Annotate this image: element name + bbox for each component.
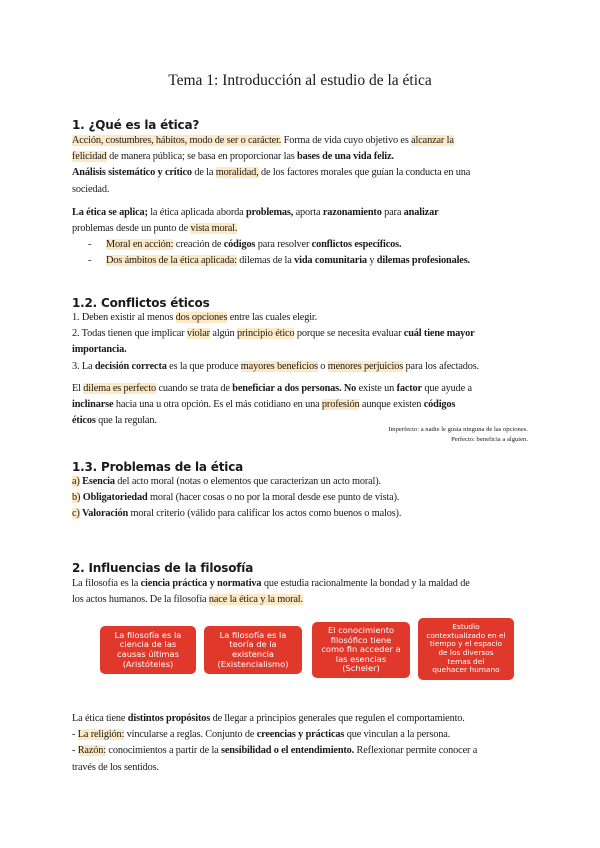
note-imperfecto: Imperfecto: a nadie le gusta ninguna de las opciones.	[388, 426, 528, 433]
list-problemas	[72, 474, 527, 523]
paragraph-definicion: Acción, costumbres, hábitos, modo de ser o carácter. Forma de vida cuyo objetivo es alcanzar la felicidad de manera pública; se basa en proporcionar las bases de una vida feliz. Análisis sistemático y crítico de la moralidad, de los factores morales que guían la conducta en una sociedad.	[72, 135, 471, 195]
heading-que-es-etica: 1. ¿Qué es la ética?	[72, 118, 200, 132]
definition-card-contextualizado: Estudio contextualizado en el tiempo y el espacio de los diversos temas del quehacer humano	[418, 618, 514, 680]
paragraph-etica-aplicada: La ética se aplica; la ética aplicada aborda problemas, aporta razonamiento para analizar problemas desde un punto de vista moral.	[72, 207, 439, 235]
heading-conflictos-eticos: 1.2. Conflictos éticos	[72, 296, 210, 310]
problema-a: a) Esencia del acto moral (notas o elementos que caracterizan un acto moral).	[72, 476, 381, 487]
document-title: Tema 1: Introducción al estudio de la ética	[168, 72, 432, 89]
heading-problemas-etica: 1.3. Problemas de la ética	[72, 460, 244, 474]
paragraph-filosofia: La filosofía es la ciencia práctica y normativa que estudia racionalmente la bondad y la maldad de los actos humanos. De la filosofía nace la ética y la moral.	[72, 578, 470, 606]
heading-influencias-filosofia: 2. Influencias de la filosofía	[72, 561, 254, 575]
side-note	[388, 425, 528, 444]
definition-card-existencialismo: La filosofía es la teoría de la existencia (Existencialismo)	[204, 626, 302, 674]
paragraph-propositos: La ética tiene distintos propósitos de llegar a principios generales que regulen el comportamiento. - La religión: vincularse a reglas. Conjunto de creencias y prácticas que vinculan a la persona. - Razón: conocimientos a partir de la sensibilidad o el entendimiento. Reflexionar permite conocer a través de los sentidos.	[72, 713, 478, 773]
definition-card-aristoteles: La filosofía es la ciencia de las causas últimas (Aristóteles)	[100, 626, 196, 674]
definition-card-scheler: El conocimiento filosófico tiene como fin acceder a las esencias (Scheler)	[312, 622, 410, 678]
paragraph-dilema: El dilema es perfecto cuando se trata de beneficiar a dos personas. No existe un factor que ayude a inclinarse hacia una u otra opción. Es el más cotidiano en una profesión aunque existen códigos éticos que la regulan.	[72, 383, 472, 427]
problema-c: c) Valoración moral criterio (válido para calificar los actos como buenos o malos).	[72, 508, 402, 520]
problema-b: b) Obligatoriedad moral (hacer cosas o no por la moral desde ese punto de vista).	[72, 492, 400, 504]
bullet-dos-ambitos: - Dos ámbitos de la ética aplicada: dilemas de la vida comunitaria y dilemas profesionales.	[88, 255, 470, 266]
note-perfecto: Perfecto: beneficia a alguien.	[451, 435, 528, 443]
bullet-moral-accion: - Moral en acción: creación de códigos para resolver conflictos específicos.	[88, 239, 402, 250]
list-conflictos: 1. Deben existir al menos dos opciones entre las cuales elegir. 2. Todas tienen que implicar violar algún principio ético porque se necesita evaluar cuál tiene mayor importancia. 3. La decisión correcta es la que produce mayores beneficios o menores perjuicios para los afectados.	[72, 312, 480, 372]
